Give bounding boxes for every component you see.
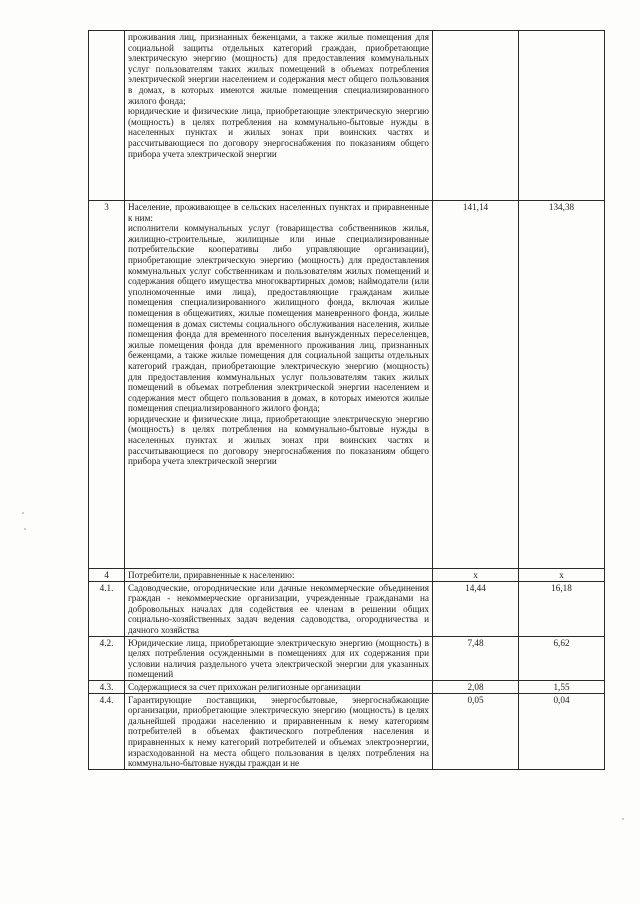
value-second-half: 6,62 [519, 636, 605, 680]
row-description [125, 31, 433, 201]
table-row [89, 680, 605, 693]
row-number: 4.2. [89, 636, 125, 680]
value-second-half: 0,04 [519, 693, 605, 769]
row-description: Гарантирующие поставщики, энергосбытовые, энергоснабжающие организации, приобретающие электрическую энергию (мощность) в целях дальнейшей продажи населению и приравненным к нему категориям потребителей в объемах фактического потребления населения и приравненных к нему категорий потребителей и объемах электроэнергии, израсходованной на места общего пользования в целях потребления на коммунально-бытовые нужды граждан и не [125, 693, 433, 769]
value-first-half: х [433, 569, 519, 582]
scan-speck [622, 818, 624, 820]
row-number: 4.3. [89, 680, 125, 693]
row-description: Юридические лица, приобретающие электрическую энергию (мощность) в целях потребления осужденными в помещениях для их содержания при условии наличия раздельного учета электрической энергии для указанных помещений [125, 636, 433, 680]
row-description [125, 201, 433, 569]
table-row [89, 201, 605, 569]
value-first-half: 0,05 [433, 693, 519, 769]
row-description: Садоводческие, огороднические или дачные некоммерческие объединения граждан - некоммерческие организации, учрежденные гражданами на добровольных началах для содействия ее членам в решении общих социально-хозяйственных задач ведения садоводства, огородничества и дачного хозяйства [125, 581, 433, 636]
table-row [89, 581, 605, 636]
row-number [89, 31, 125, 201]
description-paragraph: проживания лиц, признанных беженцами, а также жилые помещения для социальной защиты отдельных категорий граждан, приобретающие электрическую энергию (мощность) для предоставления коммунальных услуг пользователям таких жилых помещений в объемах потребления электрической энергии населением и содержания мест общего пользования в домах, в которых имеются жилые помещения специализированного жилого фонда; [128, 32, 429, 106]
table-row [89, 636, 605, 680]
value-second-half [519, 31, 605, 201]
row-number: 3 [89, 201, 125, 569]
table-row [89, 569, 605, 582]
description-paragraph: юридические и физические лица, приобретающие электрическую энергию (мощность) в целях потребления на коммунально-бытовые нужды в населенных пунктах и жилых зонах при воинских частях и рассчитывающиеся по договору энергоснабжения по показаниям общего прибора учета электрической энергии [128, 413, 429, 467]
value-second-half: х [519, 569, 605, 582]
table-row [89, 31, 605, 201]
row-description: Содержащиеся за счет прихожан религиозные организации [125, 680, 433, 693]
value-second-half: 1,55 [519, 680, 605, 693]
value-second-half: 134,38 [519, 201, 605, 569]
value-first-half: 14,44 [433, 581, 519, 636]
description-paragraph: Население, проживающее в сельских населенных пунктах и приравненные к ним: [128, 202, 429, 223]
value-second-half: 16,18 [519, 581, 605, 636]
value-first-half: 2,08 [433, 680, 519, 693]
scan-speck [22, 512, 24, 514]
row-number: 4.1. [89, 581, 125, 636]
table-row [89, 693, 605, 769]
row-number: 4 [89, 569, 125, 582]
row-number: 4.4. [89, 693, 125, 769]
description-paragraph: исполнители коммунальных услуг (товарищества собственников жилья, жилищно-строительные, жилищные или иные специализированные потребительские кооперативы либо управляющие организации), приобретающие электрическую энергию (мощность) для предоставления коммунальных услуг собственникам и пользователям жилых помещений и содержания общего имущества многоквартирных домов; наймодатели (или уполномоченные ими лица), предоставляющие гражданам жилые помещения специализированного жилищного фонда, включая жилые помещения в общежитиях, жилые помещения маневренного фонда, жилые помещения в домах системы социального обслуживания населения, жилые помещения фонда для временного поселения вынужденных переселенцев, жилые помещения фонда для временного проживания лиц, признанных беженцами, а также жилые помещения для социальной защиты отдельных категорий граждан, приобретающие электрическую энергию (мощность) для предоставления коммунальных услуг пользователям таких жилых помещений в объемах потребления электрической энергии населением и содержания мест общего пользования в домах, в которых имеются жилые помещения специализированного жилого фонда; [128, 223, 429, 414]
row-description: Потребители, приравненные к населению: [125, 569, 433, 582]
value-first-half [433, 31, 519, 201]
tariff-table [88, 30, 605, 770]
scan-speck [24, 528, 26, 530]
value-first-half: 7,48 [433, 636, 519, 680]
description-paragraph: юридические и физические лица, приобретающие электрическую энергию (мощность) в целях потребления на коммунально-бытовые нужды в населенных пунктах и жилых зонах при воинских частях и рассчитывающиеся по договору энергоснабжения по показаниям общего прибора учета электрической энергии [128, 106, 429, 159]
value-first-half: 141,14 [433, 201, 519, 569]
